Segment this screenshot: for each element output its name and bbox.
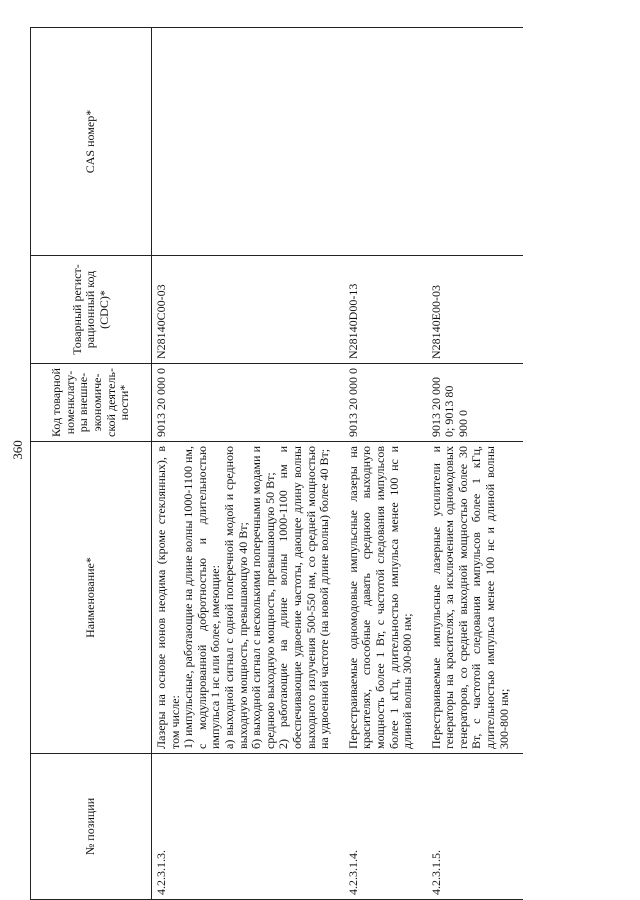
header-cas: CAS номер* — [31, 28, 152, 256]
row-cas — [152, 28, 344, 256]
row-cas — [427, 28, 524, 256]
row-position: 4.2.3.1.4. — [344, 754, 427, 900]
header-cdc: Товарный регист-рационный код (CDC)* — [31, 256, 152, 364]
row-tnved: 9013 20 000 0 — [152, 364, 344, 442]
header-position: № позиции — [31, 754, 152, 900]
header-tnved: Код товарной номенклату-ры внешне-экономиче-ской деятель-ности* — [31, 364, 152, 442]
row-position: 4.2.3.1.3. — [152, 754, 344, 900]
row-cas — [344, 28, 427, 256]
table-row — [344, 28, 427, 900]
row-cdc: N28140C00-03 — [152, 256, 344, 364]
table-header-row — [31, 28, 152, 900]
row-tnved: 9013 20 000 0 — [344, 364, 427, 442]
table-row — [152, 28, 344, 900]
row-position: 4.2.3.1.5. — [427, 754, 524, 900]
row-cdc: N28140D00-13 — [344, 256, 427, 364]
row-description: Перестраиваемые одномодовые импульсные лазеры на красителях, способные давать среднюю выходную мощность более 1 Вт, с частотой следования импульсов более 1 кГц, длительностью импульса менее 100 нс и длиной волны 300-800 нм; — [344, 442, 427, 754]
row-description: Перестраиваемые импульсные лазерные усилители и генераторы на красителях, за исключением одномодовых генераторов, со средней выходной мощностью более 30 Вт, с частотой следования импульсов более 1 кГц, длительностью импульса менее 100 нс и длиной волны 300-800 нм; — [427, 442, 524, 754]
row-tnved: 9013 20 000 0; 9013 80 900 0 — [427, 364, 524, 442]
regulation-table — [30, 27, 523, 900]
page-number: 360 — [10, 440, 25, 460]
header-name: Наименование* — [31, 442, 152, 754]
row-description: Лазеры на основе ионов неодима (кроме стеклянных), в том числе: 1) импульсные, работающие на длине волны 1000-1100 нм, с модулированной добротностью и длительностью импульса 1 нс или более, имеющие: а) выходной сигнал с одной поперечной модой и средною выходную мощность, превышающую 40 Вт; б) выходной сигнал с несколькими поперечными модами и среднюю выходную мощность, превышающую 50 Вт; 2) работающие на длине волны 1000-1100 нм и обеспечивающие удвоение частоты, дающее длину волны выходного излучения 500-550 нм, со средней мощностью на удвоенной частоте (на новой длине волны) более 40 Вт; — [152, 442, 344, 754]
table-row — [427, 28, 524, 900]
row-cdc: N28140E00-03 — [427, 256, 524, 364]
